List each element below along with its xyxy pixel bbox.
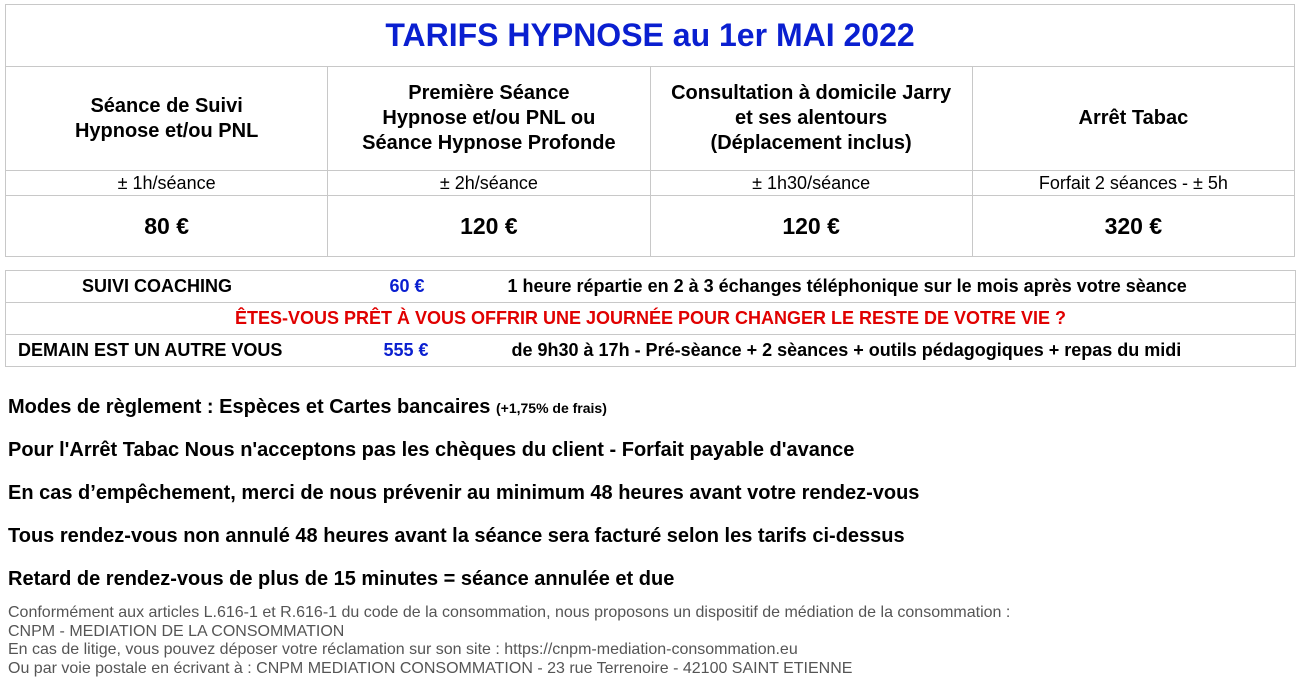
service-duration: ± 1h/séance	[6, 171, 328, 196]
day-program-price-value: 555 €	[383, 340, 429, 360]
day-program-label: DEMAIN EST UN AUTRE VOUS	[18, 340, 283, 360]
coaching-description	[501, 271, 1296, 303]
offer-row	[6, 303, 1296, 335]
note-late: Retard de rendez-vous de plus de 15 minutes = séance annulée et due	[8, 568, 675, 590]
service-header-premiere	[328, 67, 650, 171]
service-header-line: Séance Hypnose Profonde	[362, 132, 616, 154]
service-header-suivi	[6, 67, 328, 171]
note-payment-text: Modes de règlement : Espèces et Cartes bancaires	[8, 396, 491, 418]
service-duration: ± 1h30/séance	[650, 171, 972, 196]
coaching-price	[331, 271, 501, 303]
coaching-row	[6, 271, 1296, 303]
service-header-line: (Déplacement inclus)	[710, 132, 912, 154]
service-header-line: Séance de Suivi	[90, 94, 243, 117]
day-program-row	[6, 335, 1296, 367]
legal-mediation	[8, 604, 1288, 678]
day-program-description-text: de 9h30 à 17h - Pré-sèance + 2 sèances + outils pédagogiques + repas du midi	[511, 340, 1182, 360]
service-header-line: et ses alentours	[734, 107, 888, 129]
service-header-domicile	[650, 67, 972, 171]
legal-line: Ou par voie postale en écrivant à : CNPM MEDIATION CONSOMMATION - 23 rue Terrenoire - 42100 SAINT ETIENNE	[8, 659, 853, 677]
notes-section	[8, 392, 1288, 607]
coaching-table	[5, 270, 1296, 367]
service-price: 80 €	[6, 196, 328, 257]
note-payment	[8, 392, 1288, 435]
coaching-inner	[6, 276, 331, 297]
service-duration: Forfait 2 séances - ± 5h	[972, 171, 1294, 196]
coaching-label: SUIVI COACHING	[82, 276, 233, 296]
service-header-line: Première Séance	[408, 82, 570, 104]
service-header-line: Arrêt Tabac	[1078, 107, 1189, 129]
note-billing: Tous rendez-vous non annulé 48 heures avant la séance sera facturé selon les tarifs ci-dessus	[8, 525, 905, 547]
coaching-cell	[6, 271, 331, 303]
page-title: TARIFS HYPNOSE au 1er MAI 2022	[6, 5, 1295, 67]
service-header-tabac	[972, 67, 1294, 171]
note-tabac: Pour l'Arrêt Tabac Nous n'acceptons pas les chèques du client - Forfait payable d'avance	[8, 439, 855, 461]
service-price: 120 €	[650, 196, 972, 257]
service-header-line: Hypnose et/ou PNL ou	[382, 107, 596, 129]
day-program-description	[501, 335, 1296, 367]
legal-line: CNPM - MEDIATION DE LA CONSOMMATION	[8, 622, 345, 640]
service-price: 120 €	[328, 196, 650, 257]
coaching-description-text: 1 heure répartie en 2 à 3 échanges téléphonique sur le mois après votre sèance	[507, 276, 1187, 296]
service-price: 320 €	[972, 196, 1294, 257]
note-payment-fees: (+1,75% de frais)	[495, 400, 607, 416]
note-cancel: En cas d’empêchement, merci de nous prévenir au minimum 48 heures avant votre rendez-vous	[8, 482, 920, 504]
legal-line: Conformément aux articles L.616-1 et R.616-1 du code de la consommation, nous proposons un dispositif de médiation de la consommation :	[8, 604, 1011, 621]
day-program-cell	[6, 335, 331, 367]
service-duration: ± 2h/séance	[328, 171, 650, 196]
service-header-line: Hypnose et/ou PNL	[74, 119, 259, 142]
legal-line: En cas de litige, vous pouvez déposer votre réclamation sur son site : https://cnpm-mediation-consommation.eu	[8, 641, 798, 658]
day-program-price	[331, 335, 501, 367]
coaching-price-value: 60 €	[389, 276, 425, 296]
offer-banner: ÊTES-VOUS PRÊT À VOUS OFFRIR UNE JOURNÉE POUR CHANGER LE RESTE DE VOTRE VIE ?	[6, 303, 1296, 335]
service-header-line: Consultation à domicile Jarry	[671, 82, 952, 104]
tariff-table	[5, 4, 1295, 257]
